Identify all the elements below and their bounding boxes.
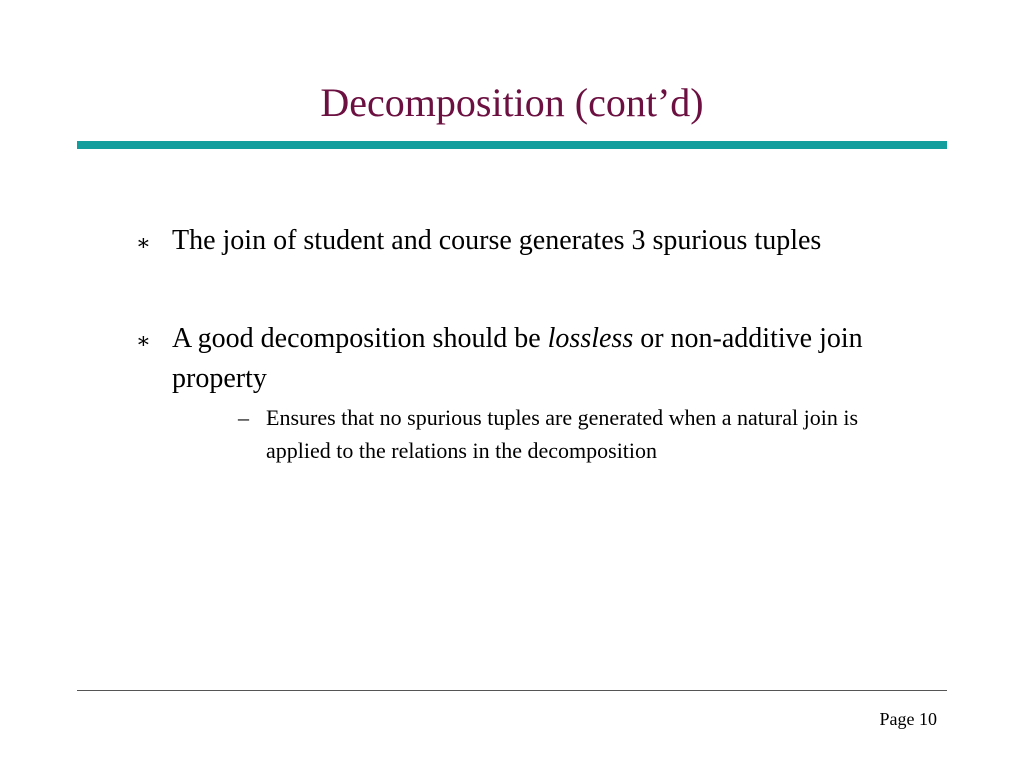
bullet-text: The join of student and course generates 3 spurious tuples xyxy=(172,225,822,256)
bullet-item xyxy=(136,319,896,467)
bullet-text-after: or non-additive join property xyxy=(172,323,863,394)
bullet-emphasis: lossless xyxy=(547,323,634,354)
bullet-marker-icon: ∗ xyxy=(136,328,151,353)
bullet-marker-icon: ∗ xyxy=(136,230,151,255)
sub-bullet-list xyxy=(172,401,920,467)
sub-bullet-item xyxy=(230,401,920,467)
dash-marker-icon: – xyxy=(238,405,249,430)
page-number: Page 10 xyxy=(879,709,937,729)
footer-divider xyxy=(77,690,947,691)
title-divider xyxy=(77,141,947,149)
bullet-list xyxy=(136,221,896,525)
sub-bullet-text: Ensures that no spurious tuples are generated when a natural join is applied to the relations in the decomposition xyxy=(266,405,859,463)
slide-title: Decomposition (cont’d) xyxy=(320,80,704,125)
bullet-item xyxy=(136,221,896,261)
bullet-text-before: A good decomposition should be xyxy=(172,323,548,354)
